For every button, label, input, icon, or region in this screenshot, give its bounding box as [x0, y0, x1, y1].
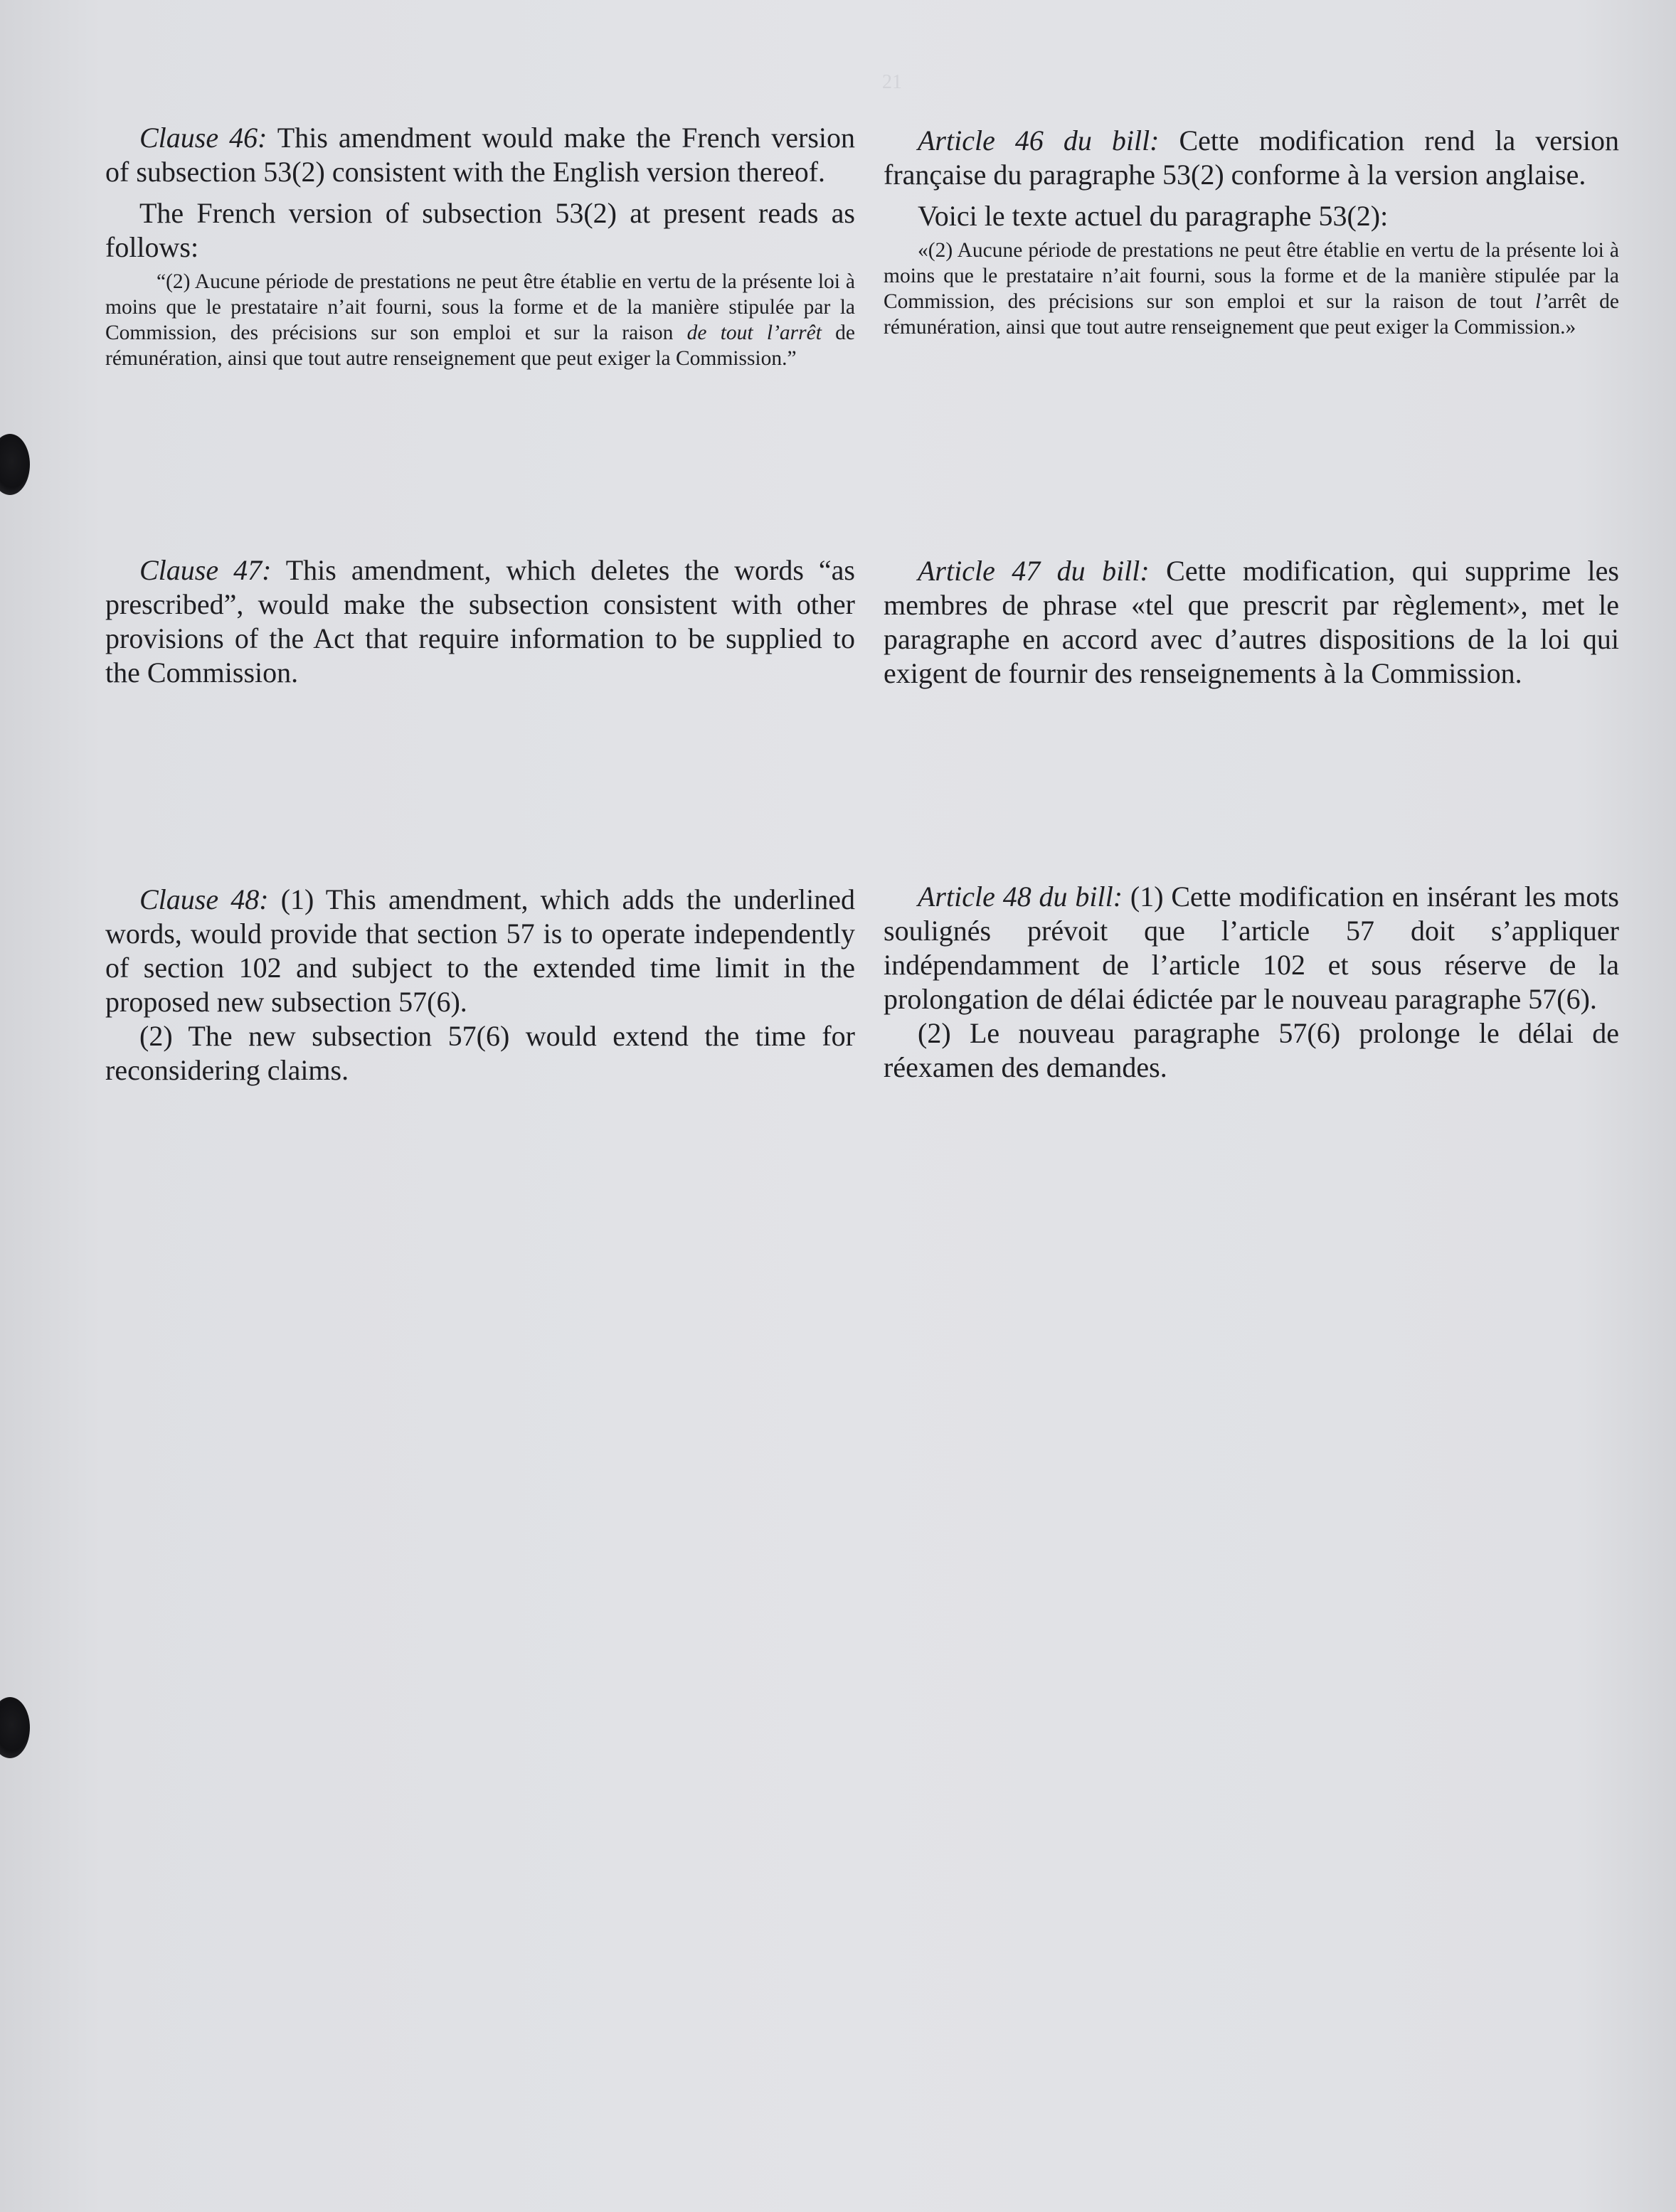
clause-46-intro: The French version of subsection 53(2) at present reads as follows: — [105, 197, 855, 263]
binder-hole-bottom — [0, 1697, 30, 1758]
article-46-paragraph — [884, 124, 1619, 192]
article-46-label: Article 46 du bill: — [918, 124, 1160, 156]
clause-47-paragraph — [105, 553, 855, 690]
article-47-paragraph — [884, 554, 1619, 691]
clause-48-paragraph-1 — [105, 883, 855, 1019]
article-46-intro: Voici le texte actuel du paragraphe 53(2): — [918, 200, 1389, 232]
clause-46-text: This amendment would make the French version of subsection 53(2) consistent with the English version thereof. — [105, 122, 855, 188]
article-48-note — [884, 880, 1619, 1085]
clause-47-note — [105, 553, 855, 690]
clause-46-label: Clause 46: — [139, 122, 267, 154]
article-48-paragraph-1 — [884, 880, 1619, 1016]
clause-47-text: This amendment, which deletes the words “as prescribed”, would make the subsection consistent with other provisions of the Act that require information to be supplied to the Commission. — [105, 554, 855, 688]
article-46-note — [884, 124, 1619, 340]
clause-46-quoted-text: “(2) Aucune période de prestations ne peut être établie en vertu de la présente loi à moins que le prestataire n’ait fourni, sous la forme et de la manière stipulée par la Commission, des précisions sur son emploi et sur la raison de tout l’arrêt de rémunération, ainsi que tout autre renseignement que peut exiger la Commission.” — [105, 270, 855, 370]
article-46-text: Cette modification rend la version française du paragraphe 53(2) conforme à la version anglaise. — [884, 124, 1619, 191]
binder-hole-top — [0, 434, 30, 495]
article-48-paragraph-2: (2) Le nouveau paragraphe 57(6) prolonge le délai de réexamen des demandes. — [884, 1017, 1619, 1083]
clause-46-paragraph — [105, 121, 855, 189]
article-48-text: (1) Cette modification en insérant les mots soulignés prévoit que l’article 57 doit s’appliquer indépendamment de l’article 102 et sous réserve de la prolongation de délai édictée par le nouveau paragraphe 57(6). — [884, 881, 1619, 1015]
clause-47-label: Clause 47: — [139, 554, 272, 586]
clause-48-paragraph-2: (2) The new subsection 57(6) would extend the time for reconsidering claims. — [105, 1020, 855, 1086]
clause-46-note — [105, 121, 855, 371]
clause-48-label: Clause 48: — [139, 883, 269, 915]
article-48-label: Article 48 du bill: — [918, 881, 1123, 913]
show-through-text: 21 — [882, 71, 902, 93]
article-47-text: Cette modification, qui supprime les membres de phrase «tel que prescrit par règlement», met le paragraphe en accord avec d’autres dispositions de la loi qui exigent de fournir des renseignements à la Commission. — [884, 555, 1619, 689]
clause-48-note — [105, 883, 855, 1088]
article-47-label: Article 47 du bill: — [918, 555, 1150, 587]
article-47-note — [884, 554, 1619, 691]
clause-48-text: (1) This amendment, which adds the underlined words, would provide that section 57 is to operate independently of section 102 and subject to the extended time limit in the proposed new subsection 57(6). — [105, 883, 856, 1018]
article-46-quoted-text: «(2) Aucune période de prestations ne peut être établie en vertu de la présente loi à moins que le prestataire n’ait fourni, sous la forme et de la manière stipulée par la Commission, des précisions sur son emploi et sur la raison de tout l’arrêt de rémunération, ainsi que tout autre renseignement que peut exiger la Commission.» — [884, 239, 1619, 339]
